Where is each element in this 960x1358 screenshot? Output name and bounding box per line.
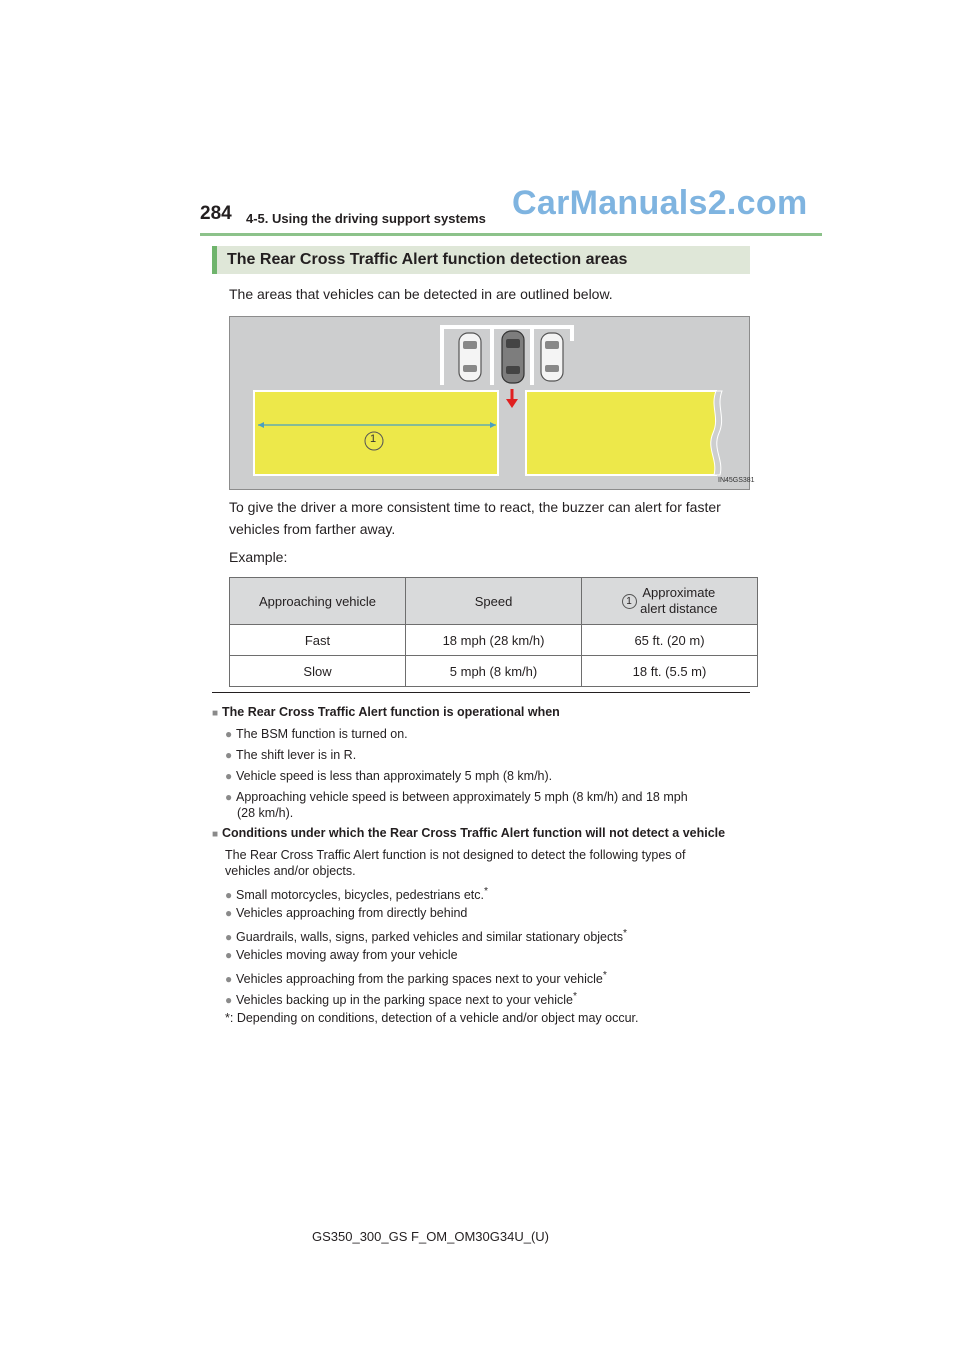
bullet-icon: ● [225,888,233,903]
bullet-icon: ● [225,948,233,962]
footnote-mark: *: [225,1011,234,1025]
conditions-intro-line-1: The Rear Cross Traffic Alert function is not designed to detect the following types of [225,848,686,862]
table-row [230,656,758,687]
cell-speed: 18 mph (28 km/h) [406,625,582,656]
list-item: ● Vehicles approaching from directly behind [225,906,468,920]
parked-car-icon [459,333,481,381]
asterisk-mark: * [622,928,628,939]
paragraph-line-2: vehicles from farther away. [229,521,396,537]
parked-car-icon [541,333,563,381]
reverse-arrow-icon [506,389,518,408]
list-item: ● Vehicles moving away from your vehicle [225,948,458,962]
footnote-text: Depending on conditions, detection of a vehicle and/or object may occur. [236,1011,639,1025]
section-title: The Rear Cross Traffic Alert function detection areas [227,251,628,268]
own-car-icon [502,331,524,383]
section-divider [212,692,750,693]
bullet-icon: ● [225,790,233,804]
conditions-heading: ■ Conditions under which the Rear Cross Traffic Alert function will not detect a vehicle [212,826,726,840]
asterisk-mark: * [602,970,607,981]
footnote [225,1010,638,1026]
list-item: ● Approaching vehicle speed is between approximately 5 mph (8 km/h) and 18 mph [225,790,688,804]
square-bullet-icon: ■ [212,829,219,840]
page-number: 284 [200,203,232,224]
cell-vehicle: Slow [230,656,406,687]
section-title-bar [212,246,750,274]
intro-text: The areas that vehicles can be detected in are outlined below. [229,286,613,302]
cell-distance: 65 ft. (20 m) [582,625,758,656]
callout-number: 1 [622,594,637,609]
bullet-icon: ● [225,906,233,920]
list-item: ● Vehicles backing up in the parking space next to your vehicle* [225,991,578,1008]
cell-distance: 18 ft. (5.5 m) [582,656,758,687]
bullet-icon: ● [225,727,233,741]
bullet-icon: ● [225,769,233,783]
col-header-speed: Speed [406,578,582,625]
speed-table [229,577,758,687]
list-item: ● Vehicles approaching from the parking spaces next to your vehicle* [225,970,607,987]
paragraph-line-1: To give the driver a more consistent time to react, the buzzer can alert for faster [229,499,721,515]
asterisk-mark: * [484,886,489,897]
detection-area-illustration [230,317,749,489]
diagram-callout-number: 1 [370,433,377,445]
operational-heading: ■ The Rear Cross Traffic Alert function is operational when [212,705,560,719]
conditions-intro-line-2: vehicles and/or objects. [225,864,356,878]
cell-vehicle: Fast [230,625,406,656]
bullet-icon: ● [225,993,233,1008]
list-item: ● Small motorcycles, bicycles, pedestrians etc.* [225,886,489,903]
example-label: Example: [229,549,288,565]
col-header-distance-line2: alert distance [640,601,718,616]
list-item: ● The shift lever is in R. [225,748,357,762]
bullet-icon: ● [225,930,233,945]
table-header-row [230,578,758,625]
list-item-continuation: (28 km/h). [237,806,294,820]
diagram-code: IN45GS381 [718,477,755,484]
header-divider [200,233,822,236]
chapter-header: 4-5. Using the driving support systems [246,211,486,226]
bullet-icon: ● [225,972,233,987]
detection-area-diagram [229,316,755,490]
square-bullet-icon: ■ [212,708,219,719]
document-code-footer: GS350_300_GS F_OM_OM30G34U_(U) [312,1229,549,1244]
list-item: ● Vehicle speed is less than approximately 5 mph (8 km/h). [225,769,553,783]
cell-speed: 5 mph (8 km/h) [406,656,582,687]
list-item: ● The BSM function is turned on. [225,727,408,741]
list-item: ● Guardrails, walls, signs, parked vehicles and similar stationary objects* [225,928,628,945]
watermark-logo: CarManuals2.com [512,184,808,222]
bullet-icon: ● [225,748,233,762]
asterisk-mark: * [573,991,578,1002]
col-header-distance [582,578,758,625]
right-detection-area [526,391,716,475]
col-header-vehicle: Approaching vehicle [230,578,406,625]
col-header-distance-line1: Approximate [642,585,716,600]
table-row [230,625,758,656]
